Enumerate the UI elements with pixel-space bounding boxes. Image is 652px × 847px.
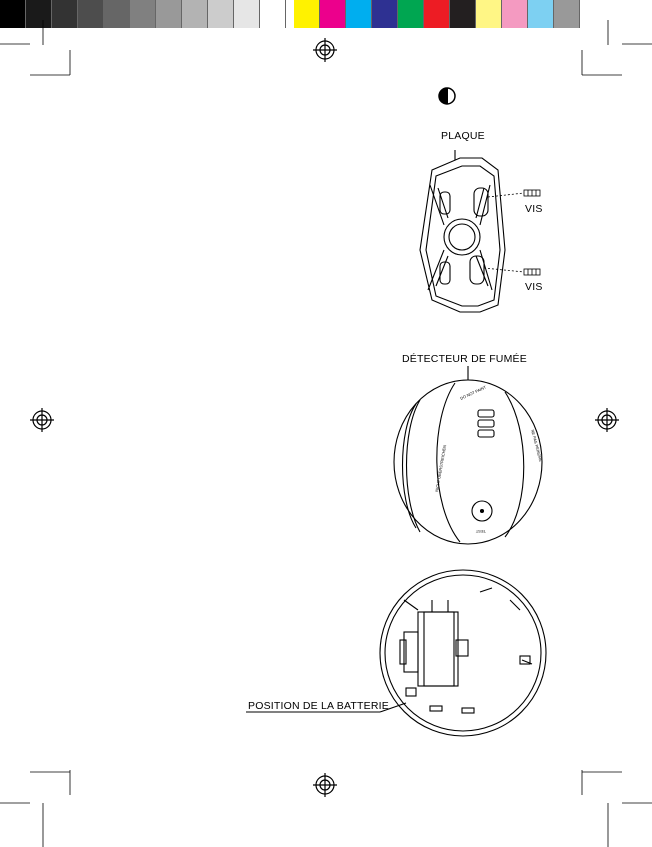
mounting-plate-drawing — [420, 150, 505, 312]
registration-mark-left — [30, 408, 54, 432]
screw-label-top: VIS — [525, 203, 543, 215]
test-button-label: TEST — [475, 529, 486, 534]
registration-mark-bottom — [313, 773, 337, 797]
do-not-paint-text: DO NOT PAINT — [459, 384, 487, 401]
smoke-detector-label: DÉTECTEUR DE FUMÉE — [402, 353, 527, 365]
screw-label-bottom: VIS — [525, 281, 543, 293]
screw-bottom-drawing — [484, 268, 540, 275]
battery-position-label: POSITION DE LA BATTERIE — [248, 700, 389, 712]
nicht-uberstreichen-text: NICHT ÜBERSTREICHEN — [434, 444, 448, 493]
half-filled-circle-icon — [439, 88, 455, 104]
registration-mark-right — [595, 408, 619, 432]
crop-marks — [0, 20, 652, 847]
ne-pas-peindre-text: NE PAS PEINDRE — [530, 428, 544, 463]
registration-mark-top — [313, 38, 337, 62]
plate-label: PLAQUE — [441, 130, 485, 142]
